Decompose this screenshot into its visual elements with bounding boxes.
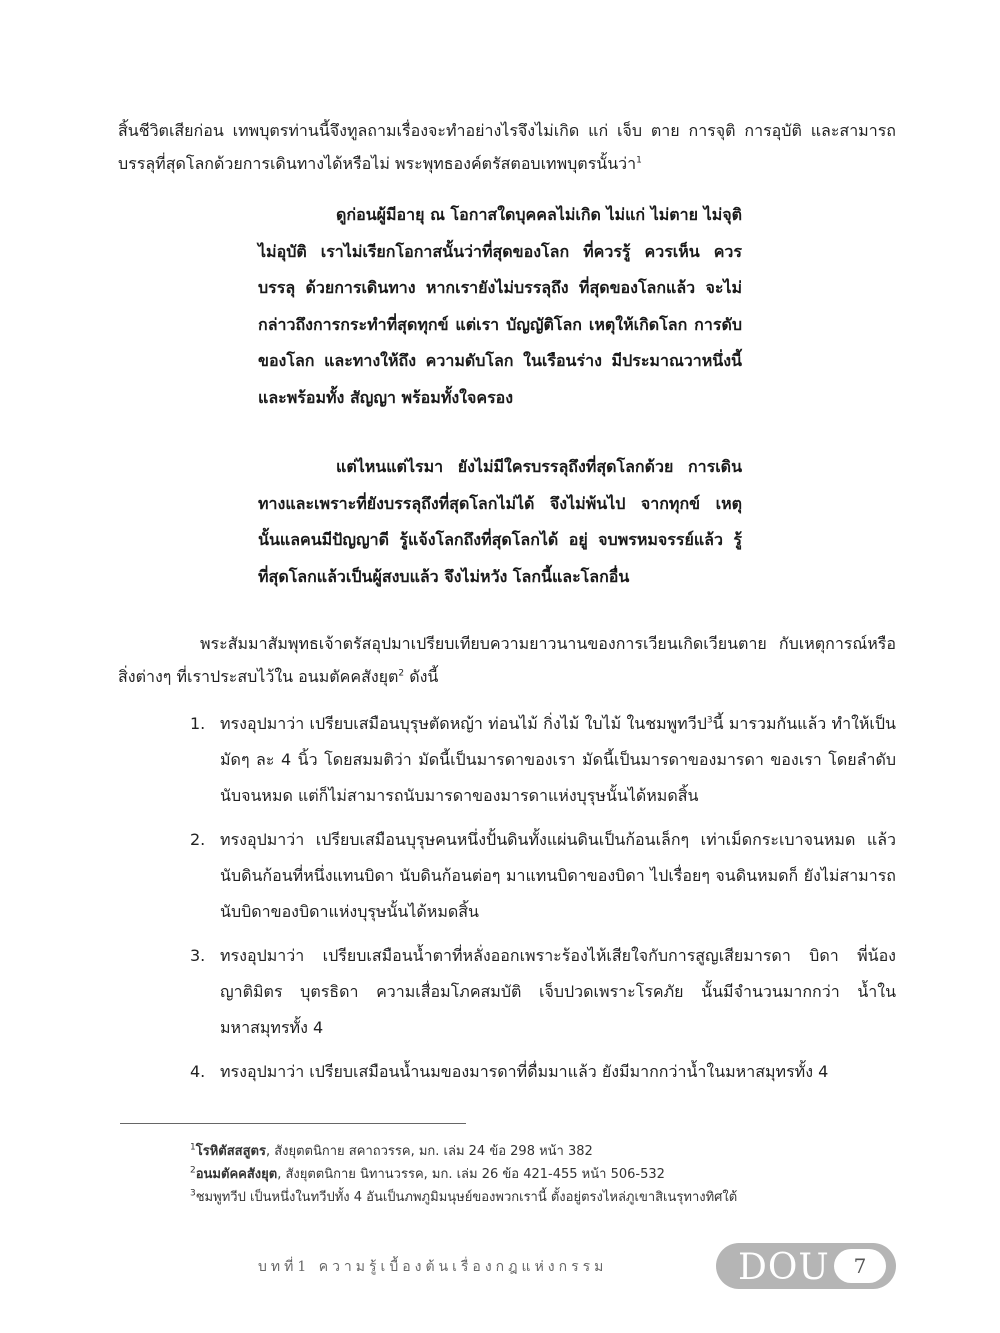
- list-item-number: 3.: [190, 946, 206, 965]
- footnote-ref-2[interactable]: 2: [398, 668, 405, 679]
- footnote-title: อนมตัคคสังยุต: [195, 1167, 278, 1182]
- list-item: [190, 1054, 896, 1090]
- quote-text-2: แต่ไหนแต่ไรมา ยังไม่มีใครบรรลุถึงที่สุดโลกด้วย การเดินทางและเพราะที่ยังบรรลุถึงที่สุดโลกไม่ได้ จึงไม่พ้นไป จากทุกข์ เหตุนั้นแลคนมีปัญญาดี รู้แจ้งโลกถึงที่สุดโลกได้ อยู่ จบพรหมจรรย์แล้ว รู้ที่สุดโลกแล้วเป็นผู้สงบแล้ว จึงไม่หวัง โลกนี้และโลกอื่น: [258, 457, 742, 586]
- list-item-text: [220, 706, 896, 814]
- footnote-3: [190, 1186, 890, 1209]
- footnote-2: [190, 1163, 890, 1186]
- footnote-1: [190, 1140, 890, 1163]
- list-item-text: ทรงอุปมาว่า เปรียบเสมือนน้ำตาที่หลั่งออกเพราะร้องไห้เสียใจกับการสูญเสียมารดา บิดา พี่น้อง ญาติมิตร บุตรธิดา ความเสื่อมโภคสมบัติ เจ็บปวดเพราะโรคภัย นั้นมีจำนวนมากกว่า น้ำในมหาสมุทรทั้ง 4: [220, 946, 896, 1037]
- paragraph-intro-text: สิ้นชีวิตเสียก่อน เทพบุตรท่านนี้จึงทูลถามเรื่องจะทำอย่างไรจึงไม่เกิด แก่ เจ็บ ตาย การจุติ การอุบัติ และสามารถบรรลุที่สุดโลกด้วยการเดินทางได้หรือไม่ พระพุทธองค์ตรัสตอบเทพบุตรนั้นว่า: [118, 121, 896, 173]
- quote-text-1: ดูก่อนผู้มีอายุ ณ โอกาสใดบุคคลไม่เกิด ไม่แก่ ไม่ตาย ไม่จุติ ไม่อุบัติ เราไม่เรียกโอกาสนั้นว่าที่สุดของโลก ที่ควรรู้ ควรเห็น ควรบรรลุ ด้วยการเดินทาง หากเรายังไม่บรรลุถึง ที่สุดของโลกแล้ว จะไม่กล่าวถึงการกระทำที่สุดทุกข์ แต่เรา บัญญัติโลก เหตุให้เกิดโลก การดับของโลก และทางให้ถึง ความดับโลก ในเรือนร่าง มีประมาณวาหนึ่งนี้ และพร้อมทั้ง สัญญา พร้อมทั้งใจครอง: [258, 205, 742, 407]
- list-item-text-a: ทรงอุปมาว่า เปรียบเสมือนบุรุษตัดหญ้า ท่อนไม้ กิ่งไม้ ใบไม้ ในชมพูทวีป: [220, 714, 707, 733]
- page-number: 7: [834, 1249, 886, 1283]
- list-item-number: 1.: [190, 714, 206, 733]
- footnote-number: 3: [190, 1188, 196, 1199]
- dou-page-badge: [716, 1243, 896, 1289]
- quote-block-1: [258, 197, 742, 416]
- footnote-ref-3[interactable]: 3: [706, 715, 713, 726]
- list-item: [190, 706, 896, 814]
- list-item: [190, 822, 896, 930]
- list-item-number: 4.: [190, 1062, 206, 1081]
- footnote-text: ชมพูทวีป เป็นหนึ่งในทวีปทั้ง 4 อันเป็นภพภูมิมนุษย์ของพวกเรานี้ ตั้งอยู่ตรงไหล่ภูเขาสิเนรุทางทิศใต้: [195, 1190, 738, 1205]
- footnote-text: , สังยุตตนิกาย นิทานวรรค, มก. เล่ม 26 ข้อ 421-455 หน้า 506-532: [277, 1167, 665, 1182]
- footnote-ref-1[interactable]: 1: [636, 155, 642, 166]
- dou-logo-text: DOU: [738, 1247, 830, 1288]
- paragraph-intro: [118, 114, 896, 180]
- quote-block-2: [258, 449, 742, 595]
- footnote-divider: [120, 1123, 466, 1124]
- paragraph-parables: [118, 627, 896, 693]
- list-item-number: 2.: [190, 830, 206, 849]
- footnote-text: , สังยุตตนิกาย สคาถวรรค, มก. เล่ม 24 ข้อ 298 หน้า 382: [265, 1144, 593, 1159]
- footnote-number: 1: [190, 1142, 196, 1153]
- list-item-text: ทรงอุปมาว่า เปรียบเสมือนน้ำนมของมารดาที่ดื่มมาแล้ว ยังมีมากกว่าน้ำในมหาสมุทรทั้ง 4: [220, 1062, 829, 1081]
- footnote-number: 2: [190, 1165, 196, 1176]
- footnote-title: โรหิตัสสสูตร: [195, 1144, 266, 1159]
- footnotes: [190, 1140, 890, 1209]
- list-item-text: ทรงอุปมาว่า เปรียบเสมือนบุรุษคนหนึ่งปั้นดินทั้งแผ่นดินเป็นก้อนเล็กๆ เท่าเม็ดกระเบาจนหมด แล้วนับดินก้อนที่หนึ่งแทนบิดา นับดินก้อนต่อๆ มาแทนบิดาของบิดา ไปเรื่อยๆ จนดินหมดก็ ยังไม่สามารถนับบิดาของบิดาแห่งบุรุษนั้นได้หมดสิ้น: [220, 830, 896, 921]
- parable-list: [190, 706, 896, 1098]
- list-item-text-b: นี้ มารวมกันแล้ว ทำให้เป็นมัดๆ ละ 4 นิ้ว โดยสมมติว่า มัดนี้เป็นมารดาของเรา มัดนี้เป็นมารดาของมารดา ของเรา โดยลำดับนับจนหมด แต่ก็ไม่สามารถนับมารดาของมารดาแห่งบุรุษนั้นได้หมดสิ้น: [220, 714, 896, 805]
- paragraph-parables-text-b: ดังนี้: [404, 667, 439, 686]
- chapter-running-title: บทที่1 ความรู้เบื้องต้นเรื่องกฎแห่งกรรม: [258, 1259, 608, 1275]
- paragraph-parables-text-a: พระสัมมาสัมพุทธเจ้าตรัสอุปมาเปรียบเทียบความยาวนานของการเวียนเกิดเวียนตาย กับเหตุการณ์หรือสิ่งต่างๆ ที่เราประสบไว้ใน อนมตัคคสังยุต: [118, 634, 896, 686]
- list-item: [190, 938, 896, 1046]
